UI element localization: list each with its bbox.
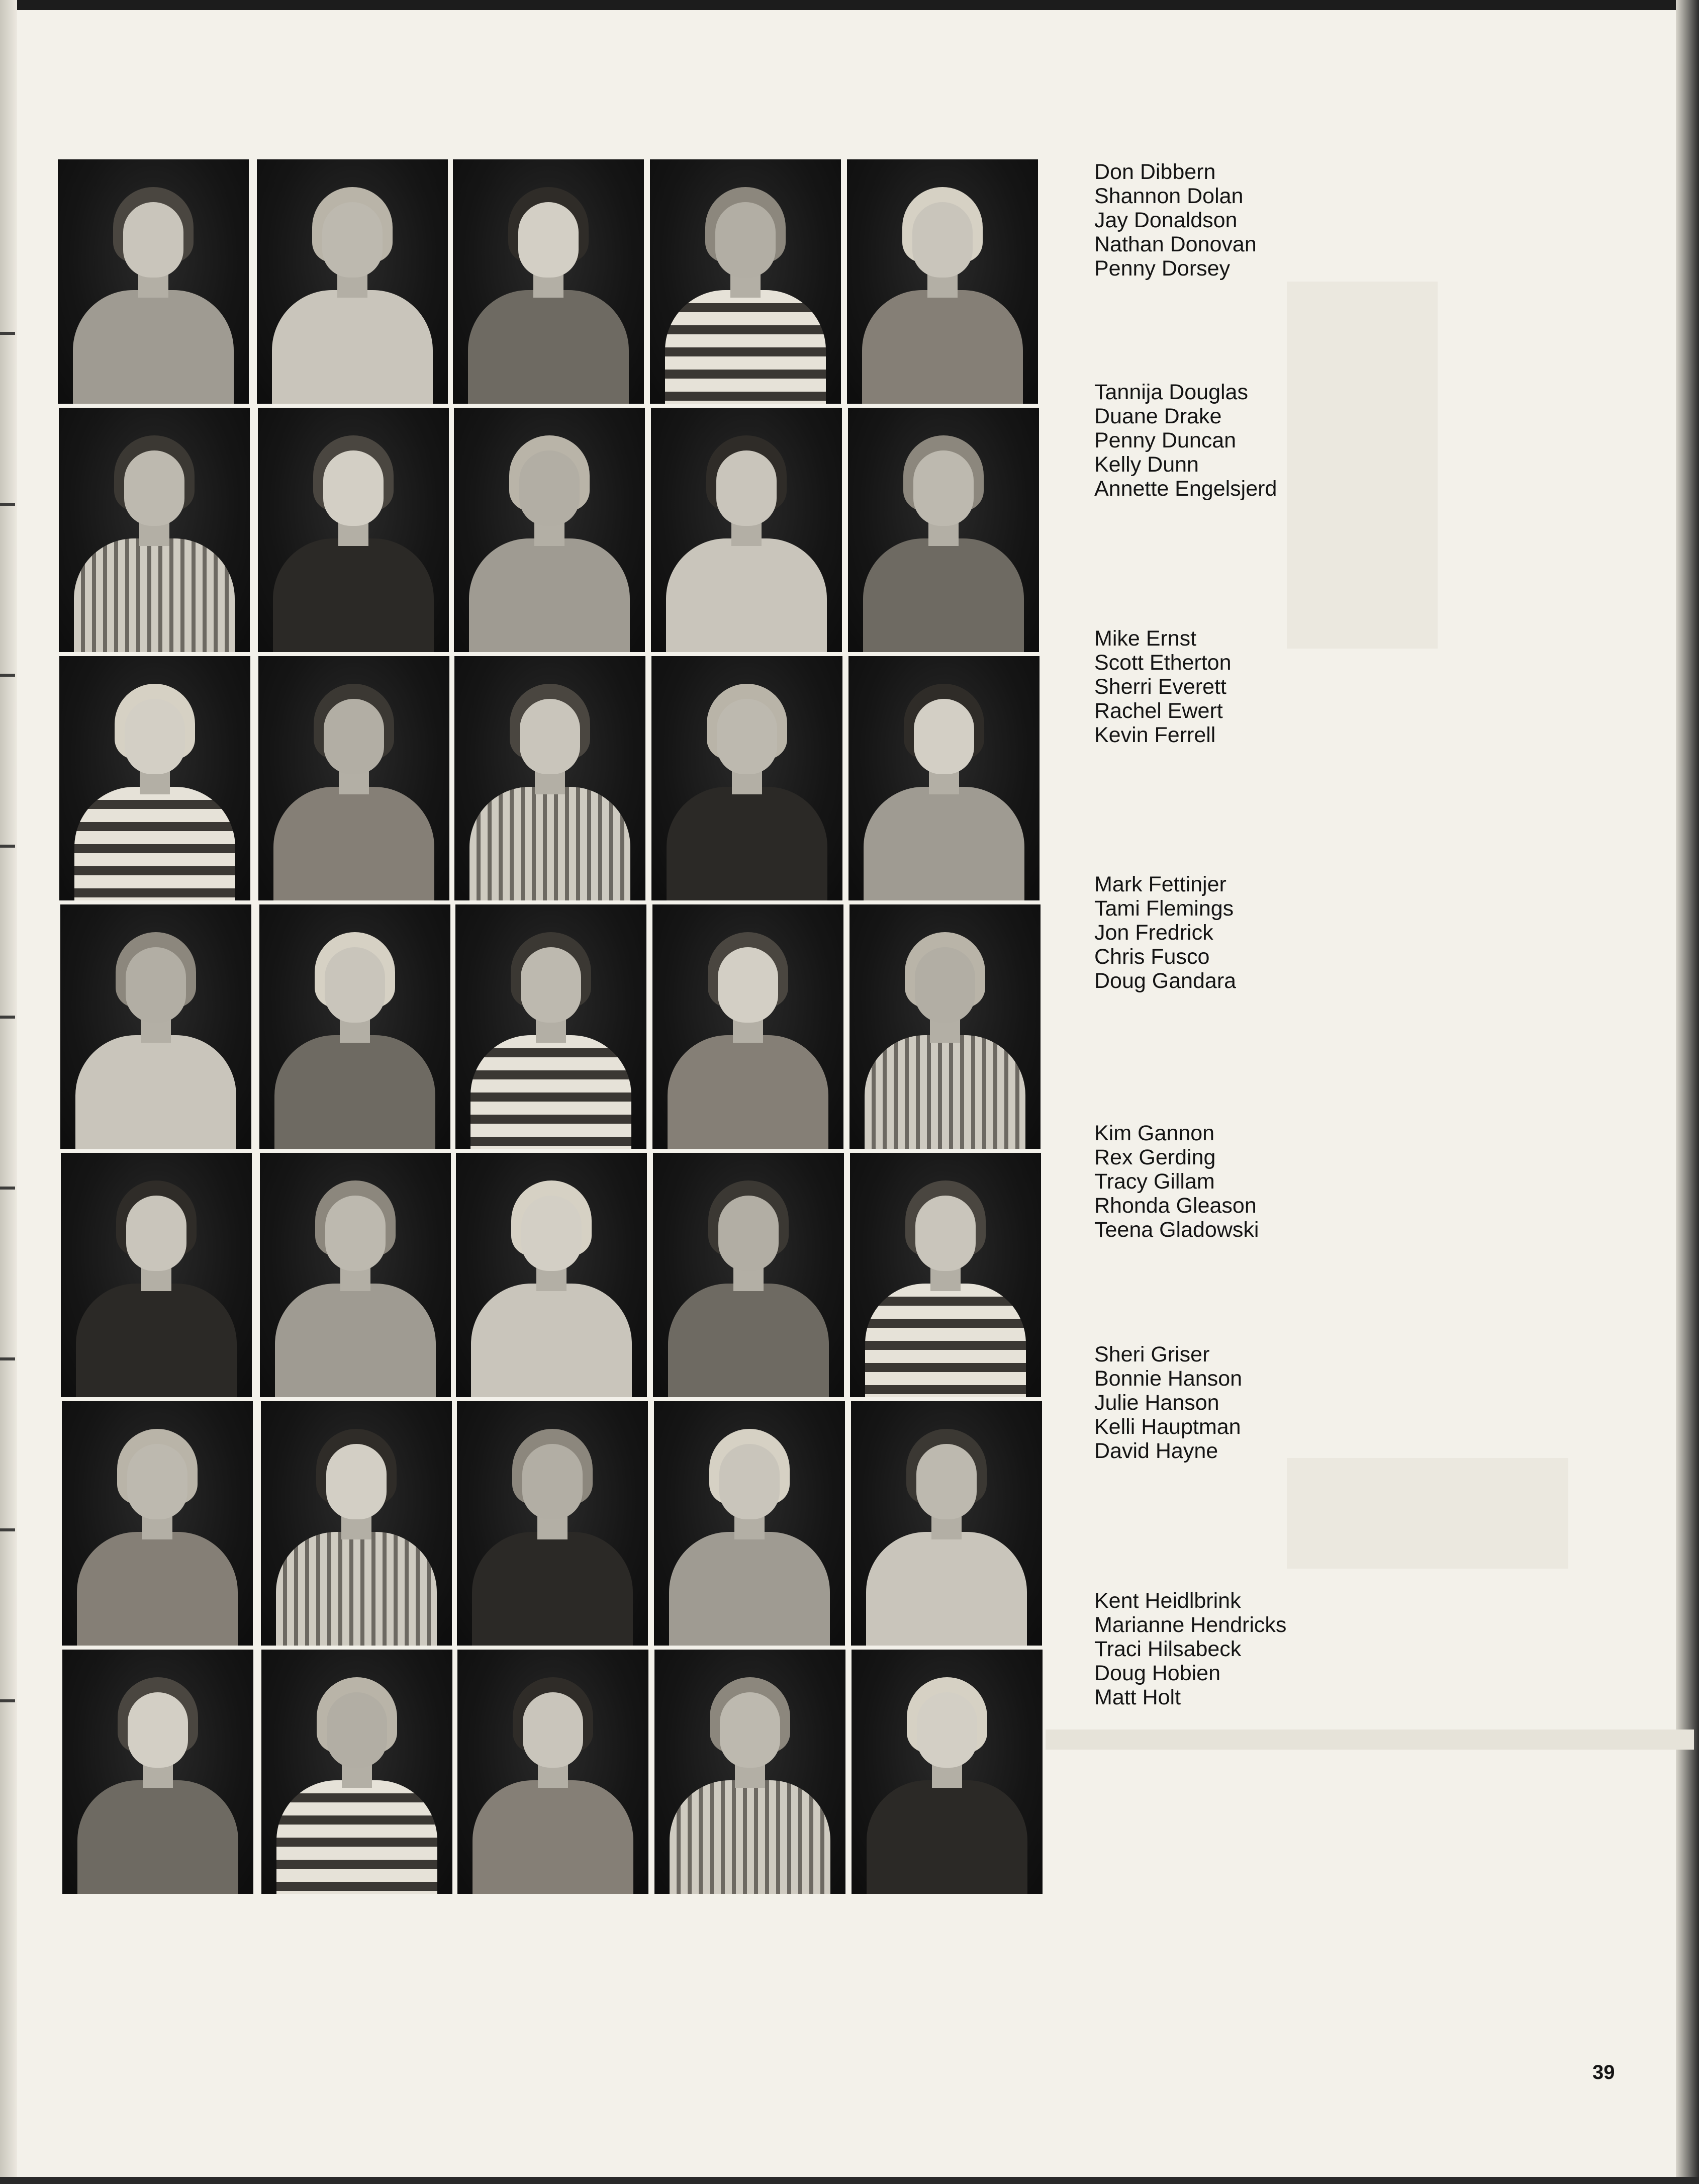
student-name: Matt Holt — [1094, 1685, 1181, 1709]
page-number: 39 — [1592, 2061, 1615, 2083]
student-name: David Hayne — [1094, 1439, 1218, 1463]
portrait-clothing — [468, 290, 629, 404]
portrait-clothing — [76, 1284, 237, 1397]
portrait-face — [912, 202, 973, 278]
portrait-clothing — [668, 1284, 829, 1397]
portrait-clothing — [668, 1035, 828, 1149]
student-name: Kevin Ferrell — [1094, 723, 1216, 747]
student-name: Jay Donaldson — [1094, 208, 1238, 232]
portrait-clothing — [863, 538, 1024, 652]
student-portrait — [848, 656, 1040, 900]
student-portrait — [453, 159, 644, 404]
student-portrait — [651, 408, 842, 652]
student-name: Rex Gerding — [1094, 1145, 1216, 1169]
portrait-clothing — [77, 1532, 238, 1646]
student-name: Sherri Everett — [1094, 675, 1226, 699]
portrait-face — [520, 699, 580, 774]
student-portrait — [62, 1650, 253, 1894]
portrait-face — [720, 1692, 780, 1768]
student-name: Kent Heidlbrink — [1094, 1589, 1241, 1613]
portrait-face — [327, 1692, 387, 1768]
student-name: Rachel Ewert — [1094, 699, 1223, 723]
student-name: Tami Flemings — [1094, 896, 1234, 921]
name-list-row-1 — [1094, 160, 1446, 281]
portrait-clothing — [74, 538, 235, 652]
portrait-clothing — [473, 1780, 633, 1894]
binding-marks — [0, 332, 15, 1840]
student-portrait — [261, 1401, 452, 1646]
student-name: Sheri Griser — [1094, 1342, 1210, 1367]
name-list-row-4 — [1094, 872, 1446, 993]
portrait-clothing — [75, 1035, 236, 1149]
portrait-clothing — [272, 290, 433, 404]
portrait-face — [323, 450, 384, 526]
student-name: Jon Fredrick — [1094, 921, 1213, 945]
student-name: Traci Hilsabeck — [1094, 1637, 1242, 1661]
student-portrait — [259, 904, 450, 1149]
portrait-clothing — [471, 1284, 632, 1397]
student-portrait — [62, 1401, 253, 1646]
portrait-row — [58, 1153, 1049, 1398]
paper-fold-line — [1046, 1730, 1694, 1750]
scan-top-edge — [0, 0, 1699, 10]
portrait-face — [124, 450, 184, 526]
portrait-face — [914, 699, 974, 774]
portrait-face — [127, 1444, 187, 1519]
student-name: Rhonda Gleason — [1094, 1194, 1257, 1218]
student-name: Don Dibbern — [1094, 160, 1216, 184]
portrait-clothing — [469, 538, 630, 652]
student-portrait — [852, 1650, 1043, 1894]
portrait-face — [715, 202, 776, 278]
portrait-clothing — [666, 538, 827, 652]
portrait-face — [521, 947, 581, 1023]
student-portrait — [654, 1401, 845, 1646]
portrait-face — [126, 947, 186, 1023]
student-portrait — [260, 1153, 451, 1397]
student-name: Teena Gladowski — [1094, 1218, 1259, 1242]
student-name: Shannon Dolan — [1094, 184, 1244, 208]
portrait-row — [58, 408, 1049, 653]
student-name: Tannija Douglas — [1094, 380, 1248, 404]
student-portrait — [847, 159, 1038, 404]
portrait-face — [716, 450, 777, 526]
student-name: Penny Duncan — [1094, 428, 1237, 452]
portrait-clothing — [867, 1780, 1027, 1894]
student-portrait — [650, 159, 841, 404]
portrait-face — [125, 699, 185, 774]
student-name: Penny Dorsey — [1094, 256, 1231, 281]
portrait-face — [717, 699, 777, 774]
portrait-clothing — [472, 1532, 633, 1646]
student-portrait — [454, 408, 645, 652]
portrait-face — [718, 1196, 779, 1271]
student-portrait — [848, 408, 1039, 652]
portrait-face — [916, 1444, 977, 1519]
portrait-row — [58, 1401, 1049, 1647]
portrait-clothing — [273, 538, 434, 652]
student-portrait — [654, 1650, 845, 1894]
portrait-face — [915, 947, 975, 1023]
scan-bottom-edge — [0, 2177, 1699, 2184]
student-name: Scott Etherton — [1094, 651, 1232, 675]
portrait-clothing — [862, 290, 1023, 404]
student-portrait — [59, 656, 250, 900]
portrait-clothing — [665, 290, 826, 404]
portrait-clothing — [276, 1780, 437, 1894]
student-portrait — [456, 1153, 647, 1397]
portrait-face — [917, 1692, 977, 1768]
student-name: Duane Drake — [1094, 404, 1222, 428]
portrait-face — [523, 1692, 583, 1768]
portrait-clothing — [470, 1035, 631, 1149]
portrait-clothing — [273, 787, 434, 900]
name-list-row-6 — [1094, 1342, 1446, 1463]
student-portrait — [457, 1401, 648, 1646]
student-name: Chris Fusco — [1094, 945, 1210, 969]
student-name: Doug Hobien — [1094, 1661, 1221, 1685]
student-portrait — [652, 904, 843, 1149]
student-name: Nathan Donovan — [1094, 232, 1257, 256]
portrait-clothing — [74, 787, 235, 900]
portrait-face — [128, 1692, 188, 1768]
student-name: Kim Gannon — [1094, 1121, 1215, 1145]
portrait-face — [521, 1196, 582, 1271]
student-name: Annette Engelsjerd — [1094, 477, 1277, 501]
portrait-clothing — [864, 787, 1024, 900]
portrait-face — [322, 202, 383, 278]
name-list-row-5 — [1094, 1121, 1446, 1242]
student-portrait — [60, 904, 251, 1149]
student-name: Julie Hanson — [1094, 1391, 1219, 1415]
portrait-face — [519, 450, 580, 526]
portrait-row — [58, 1650, 1049, 1895]
portrait-row — [58, 656, 1049, 901]
portrait-clothing — [77, 1780, 238, 1894]
student-name: Kelly Dunn — [1094, 452, 1199, 477]
student-name: Doug Gandara — [1094, 969, 1237, 993]
portrait-row — [58, 904, 1049, 1150]
student-portrait — [261, 1650, 452, 1894]
portrait-clothing — [865, 1035, 1025, 1149]
student-portrait — [257, 159, 448, 404]
portrait-clothing — [275, 1284, 436, 1397]
portrait-face — [326, 1444, 387, 1519]
student-portrait — [454, 656, 645, 900]
portrait-face — [126, 1196, 186, 1271]
portrait-face — [123, 202, 183, 278]
student-portrait — [61, 1153, 252, 1397]
student-name: Marianne Hendricks — [1094, 1613, 1287, 1637]
name-list-row-7 — [1094, 1589, 1446, 1709]
scan-right-edge — [1676, 0, 1699, 2184]
portrait-grid — [58, 159, 1049, 1894]
student-portrait — [455, 904, 646, 1149]
portrait-clothing — [670, 1780, 830, 1894]
portrait-clothing — [274, 1035, 435, 1149]
student-portrait — [59, 408, 250, 652]
student-portrait — [58, 159, 249, 404]
student-name: Kelli Hauptman — [1094, 1415, 1241, 1439]
name-list-row-3 — [1094, 626, 1446, 747]
portrait-clothing — [276, 1532, 437, 1646]
portrait-face — [518, 202, 579, 278]
student-portrait — [653, 1153, 844, 1397]
portrait-row — [58, 159, 1049, 405]
portrait-clothing — [667, 787, 827, 900]
portrait-clothing — [866, 1532, 1027, 1646]
student-portrait — [258, 408, 449, 652]
show-through-shadow — [1287, 1458, 1568, 1569]
name-list-row-2 — [1094, 380, 1446, 501]
student-portrait — [850, 1153, 1041, 1397]
portrait-face — [325, 947, 385, 1023]
portrait-face — [913, 450, 974, 526]
portrait-face — [324, 699, 384, 774]
student-portrait — [258, 656, 449, 900]
portrait-face — [719, 1444, 780, 1519]
portrait-face — [522, 1444, 583, 1519]
portrait-clothing — [669, 1532, 830, 1646]
portrait-clothing — [469, 787, 630, 900]
student-name: Mike Ernst — [1094, 626, 1197, 651]
student-portrait — [457, 1650, 648, 1894]
student-portrait — [850, 904, 1041, 1149]
student-name: Mark Fettinjer — [1094, 872, 1226, 896]
student-name: Bonnie Hanson — [1094, 1367, 1243, 1391]
portrait-face — [718, 947, 778, 1023]
student-name: Tracy Gillam — [1094, 1169, 1215, 1194]
portrait-clothing — [865, 1284, 1026, 1397]
portrait-face — [325, 1196, 386, 1271]
student-portrait — [851, 1401, 1042, 1646]
portrait-face — [915, 1196, 976, 1271]
portrait-clothing — [73, 290, 234, 404]
student-portrait — [651, 656, 842, 900]
